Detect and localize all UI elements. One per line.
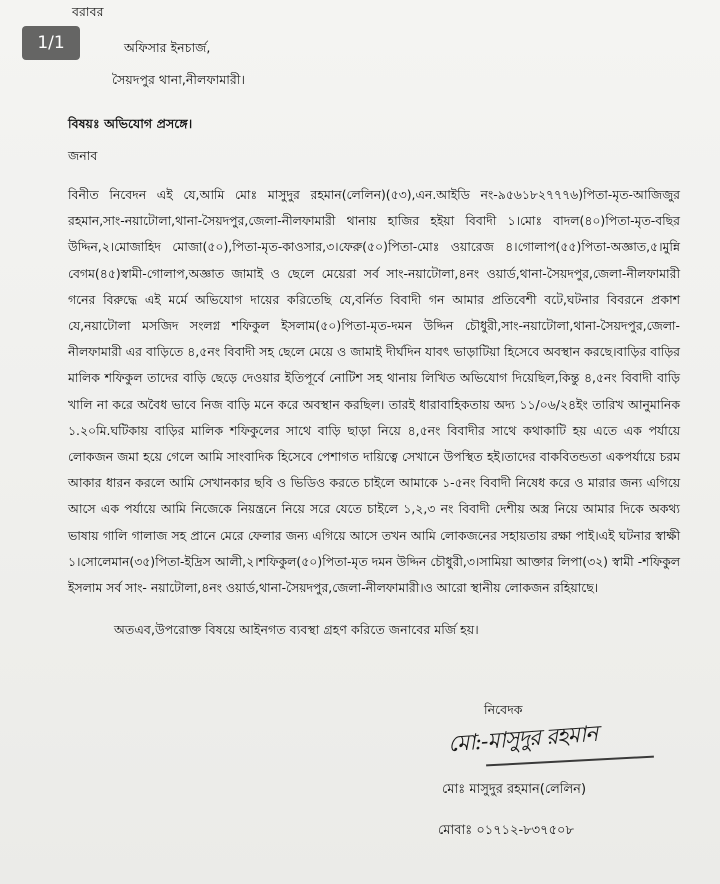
- sender-label: নিবেদক: [484, 702, 523, 717]
- letter-body: বিনীত নিবেদন এই যে,আমি মোঃ মাসুদুর রহমান(লেলিন)(৫৩),এন.আইডি নং-৯৫৬১৮২৭৭৭৬)পিতা-মৃত-আজিজুর রহমান,সাং-নয়াটোলা,থানা-সৈয়দপুর,জেলা-নীলফামারী থানায় হাজির হইয়া বিবাদী ১।মোঃ বাদল(৪০)পিতা-মৃত-বছির উদ্দিন,২।মোজাহিদ মোজা(৫০),পিতা-মৃত-কাওসার,৩।ফেরু(৫০)পিতা-মোঃ ওয়ারেজ ৪।গোলাপ(৫৫)পিতা-অজ্ঞাত,৫।মুন্নি বেগম(৪৫)স্বামী-গোলাপ,অজ্ঞাত জামাই ও ছেলে মেয়েরা সর্ব সাং-নয়াটোলা,৪নং ওয়ার্ড,থানা-সৈয়দপুর,জেলা-নীলফামারী গনের বিরুদ্ধে এই মর্মে অভিযোগ দায়ের করিতেছি যে,বর্নিত বিবাদী গন আমার প্রতিবেশী বটে,ঘটনার বিবরনে প্রকাশ যে,নয়াটোলা মসজিদ সংলগ্ন শফিকুল ইসলাম(৫০)পিতা-মৃত-দমন উদ্দিন চৌধুরী,সাং-নয়াটোলা,থানা-সৈয়দপুর,জেলা-নীলফামারী এর বাড়িতে ৪,৫নং বিবাদী সহ ছেলে মেয়ে ও জামাই দীর্ঘদিন যাবৎ ভাড়াটিয়া হিসেবে অবস্থান করছে।বাড়ির বাড়ির মালিক শফিকুল তাদের বাড়ি ছেড়ে দেওয়ার ইতিপূর্বে নোটিশ সহ থানায় লিখিত অভিযোগ দিয়েছিল,কিন্তু ৪,৫নং বিবাদী বাড়ি খালি না করে অবৈধ ভাবে নিজ বাড়ি মনে করে অবস্থান করছিল। তারই ধারাবাহিকতায় অদ্য ১১/০৬/২৪ইং তারিখ আনুমানিক ১.২০মি.ঘটিকায় বাড়ির মালিক শফিকুলের সাথে বাড়ি ছাড়া নিয়ে ৪,৫নং বিবাদীর সাথে কথাকাটি হয় এতে এক পর্যায়ে লোকজন জমা হয়ে গেলে আমি সাংবাদিক হিসেবে পেশাগত দায়িত্বে সেখানে উপস্থিত হই।তাদের বাকবিতন্ডতা একপর্যায়ে চরম আকার ধারন করলে আমি সেখানকার ছবি ও ভিডিও করতে চাইলে আমাকে ১-৫নং বিবাদী নিষেধ করে ও মারার জন্য এগিয়ে আসে এক পর্যায়ে আমি নিজেকে নিয়ন্ত্রনে নিয়ে সরে যেতে চাইলে ১,২,৩ নং বিবাদী দেশীয় অস্ত্র নিয়ে আমার দিকে অকথ্য ভাষায় গালি গালাজ সহ প্রানে মেরে ফেলার জন্য এগিয়ে আসে তখন আমি লোকজনের সহায়তায় রক্ষা পাই।এই ঘটনার স্বাক্ষী ১।সোলেমান(৩৫)পিতা-ইদ্রিস আলী,২।শফিকুল(৫০)পিতা-মৃত দমন উদ্দিন চৌধুরী,৩।সামিয়া আক্তার লিপা(৩২) স্বামী -শফিকুল ইসলাম সর্ব সাং- নয়াটোলা,৪নং ওয়ার্ড,থানা-সৈয়দপুর,জেলা-নীলফামারী।ও আরো স্থানীয় লোকজন রহিয়াছে।: [68, 187, 680, 596]
- subject-line: বিষয়ঃ অভিযোগ প্রসঙ্গে।: [68, 116, 193, 131]
- salutation: জনাব: [68, 148, 98, 163]
- recipient-title: অফিসার ইনচার্জ,: [124, 40, 211, 55]
- letter-closing: অতএব,উপরোক্ত বিষয়ে আইনগত ব্যবস্থা গ্রহণ করিতে জনাবের মর্জি হয়।: [114, 622, 479, 637]
- letter-heading: বরাবর: [72, 4, 104, 19]
- page-indicator: 1/1: [22, 26, 80, 60]
- recipient-address: সৈয়দপুর থানা,নীলফামারী।: [112, 72, 245, 87]
- signature: মো:-মাসুদুর রহমান: [447, 721, 599, 758]
- sender-mobile: মোবাঃ ০১৭১২-৮৩৭৫০৮: [438, 823, 574, 838]
- sender-name: মোঃ মাসুদুর রহমান(লেলিন): [442, 782, 587, 797]
